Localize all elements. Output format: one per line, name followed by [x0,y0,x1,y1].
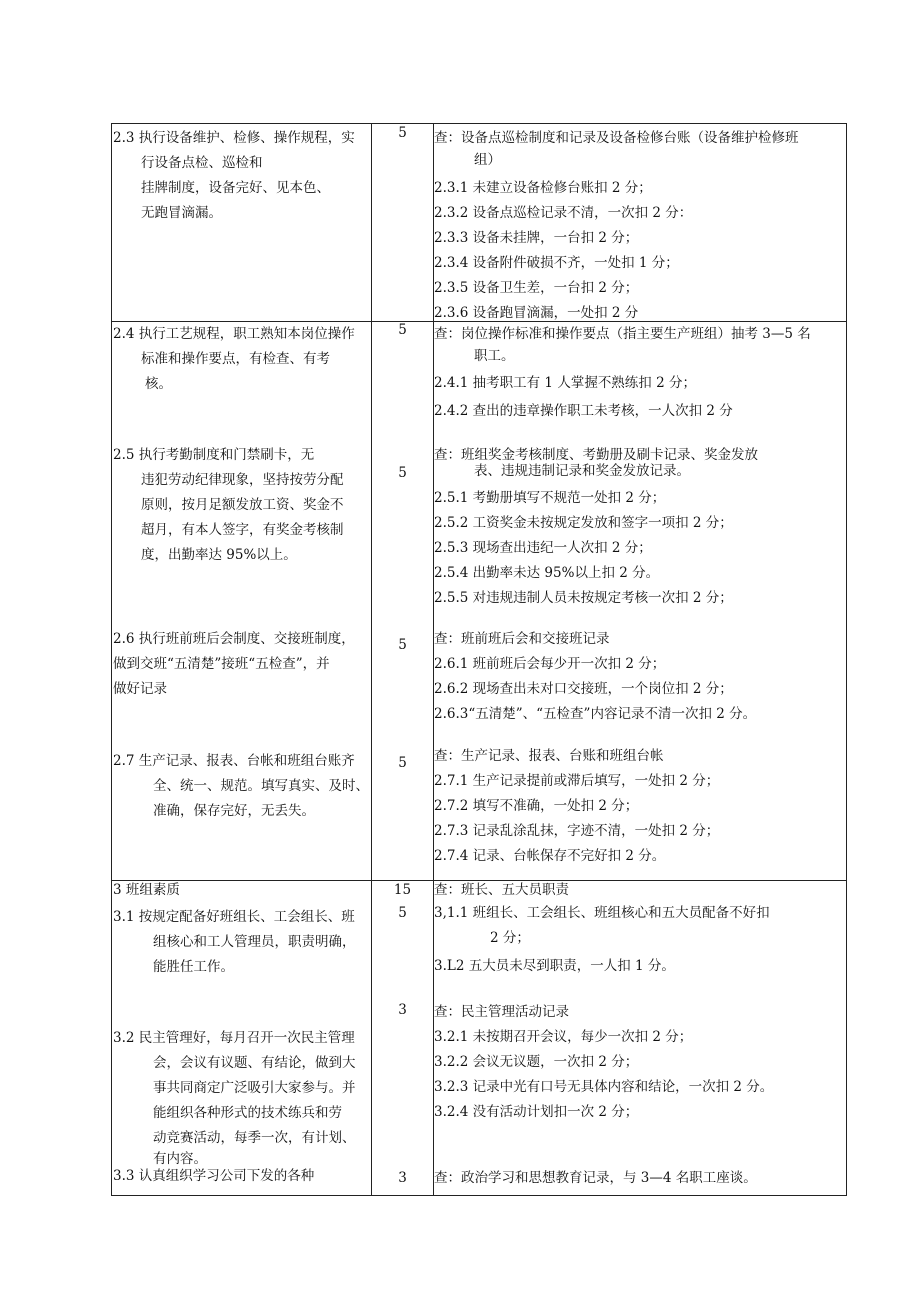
check-text: 查：设备点巡检制度和记录及设备检修台账（设备维护检修班 组） 2.3.1 未建立设备检修台账扣 2 分； 2.3.2 设备点巡检记录不清，一次扣 2 分： 2.3.3 设备未挂牌，一台扣 2 分； 2.3.4 设备附件破损不齐，一处扣 1 分； 2.3.5 设备卫生差，一台扣 2 分； 2.3.6 设备跑冒滴漏，一处扣 2 分 [434,130,799,320]
check-text: 查：班前班后会和交接班记录 2.6.1 班前班后会每少开一次扣 2 分； 2.6.2 现场查出未对口交接班，一个岗位扣 2 分； 2.6.3“五清楚”、“五检查”内容记录不清一次扣 2 分。 [434,631,757,722]
score-value: 15 [393,882,412,898]
score-value: 5 [398,322,407,338]
check-text: 3,1.1 班组长、工会组长、班组核心和五大员配备不好扣 2 分； 3.L2 五大员未尽到职责，一人扣 1 分。 [434,905,770,974]
check-text: 查：民主管理活动记录 3.2.1 未按期召开会议，每少一次扣 2 分； 3.2.2 会议无议题，一次扣 2 分； 3.2.3 记录中光有口号无具体内容和结论，一次扣 2 分。 3.2.4 没有活动计划扣一次 2 分； [434,1004,774,1120]
score-value: 5 [398,465,407,481]
assessment-table [111,123,847,1196]
section-title: 3 班组素质 [113,882,180,898]
item-text: 2.6 执行班前班后会制度、交接班制度， 做到交班“五清楚”接班“五检查”，并 做好记录 [113,631,355,697]
item-text: 2.5 执行考勤制度和门禁刷卡，无 违犯劳动纪律现象，坚持按劳分配 原则，按月足额发放工资、奖金不 超月，有本人签字，有奖金考核制 度，出勤率达 95%以上。 [113,447,344,563]
score-value: 5 [398,637,407,653]
item-text: 3.2 民主管理好，每月召开一次民主管理 会，会议有议题、有结论，做到大 事共同商定广泛吸引大家参与。并 能组织各种形式的技术练兵和劳 动竞赛活动，每季一次，有计划、 有内容。 [113,1030,356,1167]
check-text: 查：政治学习和思想教育记录，与 3—4 名职工座谈。 [434,1170,757,1186]
item-text: 3.3 认真组织学习公司下发的各种 [113,1168,315,1184]
check-text: 查：班长、五大员职责 [434,882,569,898]
score-value: 3 [398,1170,407,1186]
check-text: 查：班组奖金考核制度、考勤册及刷卡记录、奖金发放 表、违规违制记录和奖金发放记录。 2.5.1 考勤册填写不规范一处扣 2 分； 2.5.2 工资奖金未按规定发放和签字一项扣 2 分； 2.5.3 现场查出违纪一人次扣 2 分； 2.5.4 出勤率未达 95%以上扣 2 分。 2.5.5 对违规违制人员未按规定考核一次扣 2 分； [434,447,758,606]
item-text: 2.4 执行工艺规程，职工熟知本岗位操作 标准和操作要点，有检查、有考 核。 [113,326,355,392]
check-text: 查：生产记录、报表、台账和班组台帐 2.7.1 生产记录提前或滞后填写，一处扣 2 分； 2.7.2 填写不准确，一处扣 2 分； 2.7.3 记录乱涂乱抹，字迹不清，一处扣 2 分； 2.7.4 记录、台帐保存不完好扣 2 分。 [434,748,720,864]
score-value: 5 [398,905,407,921]
item-text: 3.1 按规定配备好班组长、工会组长、班 组核心和工人管理员，职责明确， 能胜任工作。 [113,909,356,975]
check-text: 查：岗位操作标准和操作要点（指主要生产班组）抽考 3—5 名 职工。 2.4.1 抽考职工有 1 人掌握不熟练扣 2 分； 2.4.2 查出的违章操作职工未考核，一人次扣 2 分 [434,326,811,419]
item-text: 2.3 执行设备维护、检修、操作规程，实 行设备点检、巡检和 挂牌制度，设备完好、见本色、 无跑冒滴漏。 [113,130,355,221]
score-value: 5 [398,755,407,771]
score-value: 3 [398,1002,407,1018]
item-text: 2.7 生产记录、报表、台帐和班组台账齐 全、统一、规范。填写真实、及时、 准确，保存完好，无丢失。 [113,753,369,819]
score-value: 5 [398,125,407,141]
column-divider [371,124,372,1195]
